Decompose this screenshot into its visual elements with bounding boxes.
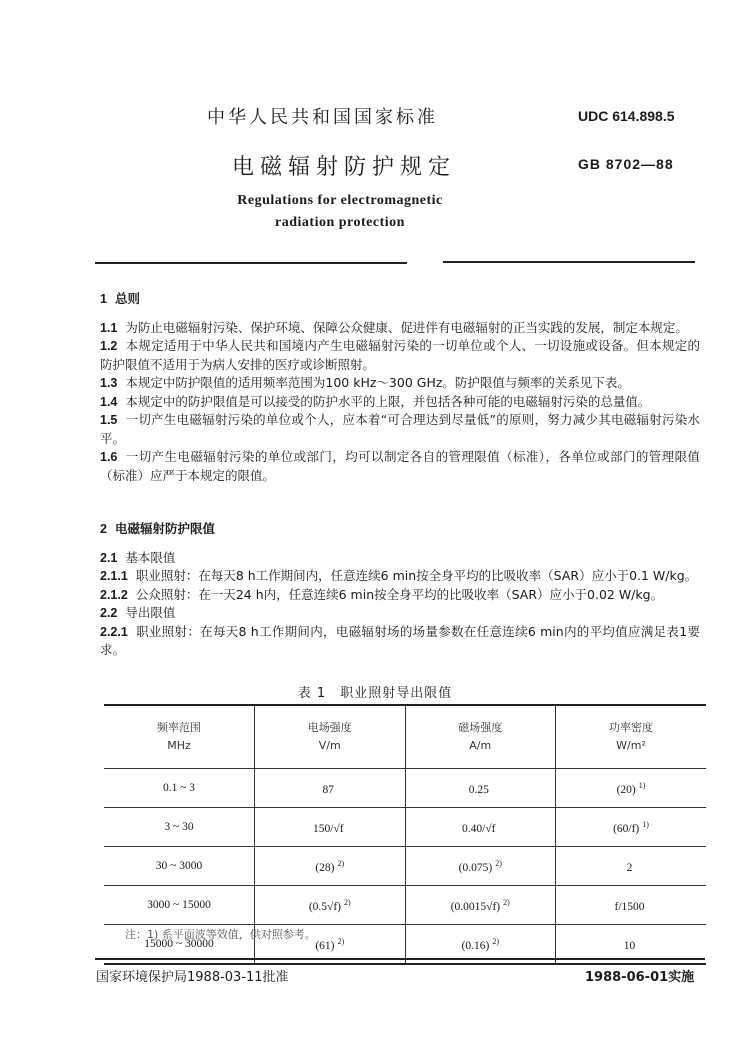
cell-power-density: [556, 808, 707, 847]
clause-text: 职业照射：在每天8 h工作期间内，电磁辐射场的场量参数在任意连续6 min内的平均值应满足表1要求。: [100, 623, 700, 657]
header-label: 频率范围: [157, 721, 201, 734]
clause-number: 2.1.2: [100, 587, 128, 602]
clause-number: 1.5: [100, 413, 118, 427]
header-rule-right: [443, 261, 695, 263]
clause-1-2: [100, 337, 700, 374]
footnote-marker: 1): [638, 780, 646, 790]
header-unit: A/m: [469, 739, 492, 752]
cell-value: (20): [616, 783, 636, 796]
header-label: 磁场强度: [458, 721, 503, 734]
cell-frequency: [104, 847, 255, 886]
cell-magnetic-field: [405, 847, 556, 886]
header-power-density: [556, 705, 707, 769]
cell-value: (0.16): [461, 939, 490, 952]
table-caption: 表 1 职业照射导出限值: [297, 686, 453, 701]
clause-text: 本规定中的防护限值是可以接受的防护水平的上限，并包括各种可能的电磁辐射污染的总量值。: [125, 393, 651, 409]
header-magnetic-field: [405, 705, 556, 769]
effective-date: 1988-06-01实施: [585, 970, 695, 985]
header-label: 电场强度: [307, 721, 352, 734]
cell-value: (60/f): [613, 822, 640, 835]
cell-power-density: [556, 769, 707, 808]
table-header-row: [104, 705, 706, 769]
clause-text: 为防止电磁辐射污染、保护环境、保障公众健康、促进伴有电磁辐射的正当实践的发展，制定本规定。: [125, 319, 688, 335]
title-chinese: 电磁辐射防护规定: [232, 155, 457, 180]
section-number: 1: [100, 292, 107, 306]
clause-1-3: [100, 374, 700, 393]
cell-magnetic-field: [405, 769, 556, 808]
title-english-line2: radiation protection: [275, 215, 405, 230]
cell-value: 30 ~ 3000: [155, 860, 203, 872]
cell-value: 150/√f: [312, 822, 344, 835]
udc-code: UDC 614.898.5: [578, 108, 675, 124]
clause-2-1-1: [100, 567, 700, 586]
clause-2-2: [100, 604, 700, 623]
table-note: 注：1) 系平面波等效值，供对照参考。: [125, 928, 316, 941]
cell-frequency: [104, 769, 255, 808]
header-rule-left: [95, 262, 407, 264]
clause-number: 2.2.1: [100, 624, 128, 639]
clause-text: 一切产生电磁辐射污染的单位或部门，均可以制定各自的管理限值（标准），各单位或部门的管理限值（标准）应严于本规定的限值。: [100, 449, 700, 483]
standard-body: 中华人民共和国国家标准: [207, 107, 438, 128]
clause-number: 1.2: [100, 339, 118, 353]
clause-number: 2.2: [100, 606, 118, 620]
footnote-marker: 2): [337, 936, 345, 946]
footnote-marker: 2): [344, 897, 351, 907]
clause-2-1: [100, 549, 700, 568]
cell-magnetic-field: [405, 808, 556, 847]
cell-value: 0.25: [468, 783, 489, 796]
cell-electric-field: [255, 808, 406, 847]
clause-1-6: [100, 448, 700, 485]
clause-number: 2.1.1: [100, 569, 128, 583]
clause-text: 一切产生电磁辐射污染的单位或个人，应本着“可合理达到尽量低”的原则，努力减少其电磁辐射污染水平。: [100, 412, 700, 446]
section-2: [100, 520, 700, 660]
clause-text: 职业照射：在每天8 h工作期间内，任意连续6 min按全身平均的比吸收率（SAR）应小于0.1 W/kg。: [135, 568, 698, 583]
cell-value: (0.5√f): [308, 900, 341, 913]
cell-power-density: [556, 847, 707, 886]
clause-text: 本规定适用于中华人民共和国境内产生电磁辐射污染的一切单位或个人、一切设施或设备。但本规定的防护限值不适用于为病人安排的医疗或诊断照射。: [100, 338, 700, 372]
footnote-marker: 2): [337, 858, 345, 868]
footnote-marker: 2): [495, 858, 502, 868]
cell-value: 87: [322, 783, 334, 796]
section-number: 2: [100, 522, 107, 536]
clause-number: 1.4: [100, 394, 118, 409]
table-row: [104, 769, 706, 808]
footnote-marker: 2): [492, 936, 499, 946]
header-unit: W/m²: [616, 739, 646, 752]
header-unit: V/m: [318, 739, 341, 752]
clause-text: 导出限值: [125, 605, 176, 620]
table-row: [104, 808, 706, 847]
title-english: [150, 190, 530, 234]
cell-magnetic-field: [405, 886, 556, 925]
header-electric-field: [255, 705, 406, 769]
cell-frequency: [104, 808, 255, 847]
header-unit: MHz: [167, 739, 191, 752]
cell-electric-field: [255, 769, 406, 808]
clause-1-4: [100, 393, 700, 412]
footer-rule: [95, 958, 705, 960]
cell-value: (0.0015√f): [450, 900, 501, 913]
cell-electric-field: [255, 847, 406, 886]
cell-value: 15000 ~ 30000: [144, 938, 214, 950]
cell-value: 10: [623, 939, 636, 952]
cell-value: 2: [626, 861, 633, 874]
clause-number: 1.1: [100, 320, 118, 335]
cell-value: f/1500: [614, 900, 645, 913]
section-2-heading: [100, 520, 700, 539]
approval-date: 国家环境保护局1988-03-11批准: [96, 970, 289, 985]
clause-text: 本规定中防护限值的适用频率范围为100 kHz～300 GHz。防护限值与频率的关系见下表。: [125, 375, 630, 390]
clause-number: 2.1: [100, 550, 118, 565]
cell-value: 0.40/√f: [462, 822, 496, 835]
footnote-marker: 2): [503, 897, 510, 907]
cell-value: 3000 ~ 15000: [147, 899, 211, 911]
section-1-heading: [100, 290, 700, 309]
standard-code: GB 8702—88: [578, 156, 674, 172]
section-title: 总则: [114, 291, 140, 306]
clause-number: 1.6: [100, 450, 118, 464]
cell-value: 0.1 ~ 3: [162, 782, 196, 794]
clause-text: 公众照射：在一天24 h内，任意连续6 min按全身平均的比吸收率（SAR）应小于0.02 W/kg。: [135, 586, 664, 602]
clause-number: 1.3: [100, 376, 118, 390]
section-title: 电磁辐射防护限值: [114, 521, 215, 536]
clause-2-1-2: [100, 586, 700, 605]
cell-value: (28): [315, 861, 335, 874]
header-label: 功率密度: [609, 721, 653, 734]
table-row: [104, 886, 706, 925]
clause-1-5: [100, 411, 700, 448]
cell-power-density: [556, 886, 707, 925]
title-english-line1: Regulations for electromagnetic: [237, 193, 443, 208]
cell-value: 3 ~ 30: [164, 821, 194, 833]
cell-frequency: [104, 886, 255, 925]
section-1: [100, 290, 700, 485]
clause-1-1: [100, 319, 700, 338]
clause-text: 基本限值: [125, 549, 176, 565]
header-frequency: [104, 705, 255, 769]
table-row: [104, 847, 706, 886]
footnote-marker: 1): [642, 819, 649, 829]
cell-value: (61): [315, 939, 335, 952]
cell-electric-field: [255, 886, 406, 925]
cell-value: (0.075): [458, 861, 493, 874]
clause-2-2-1: [100, 623, 700, 660]
